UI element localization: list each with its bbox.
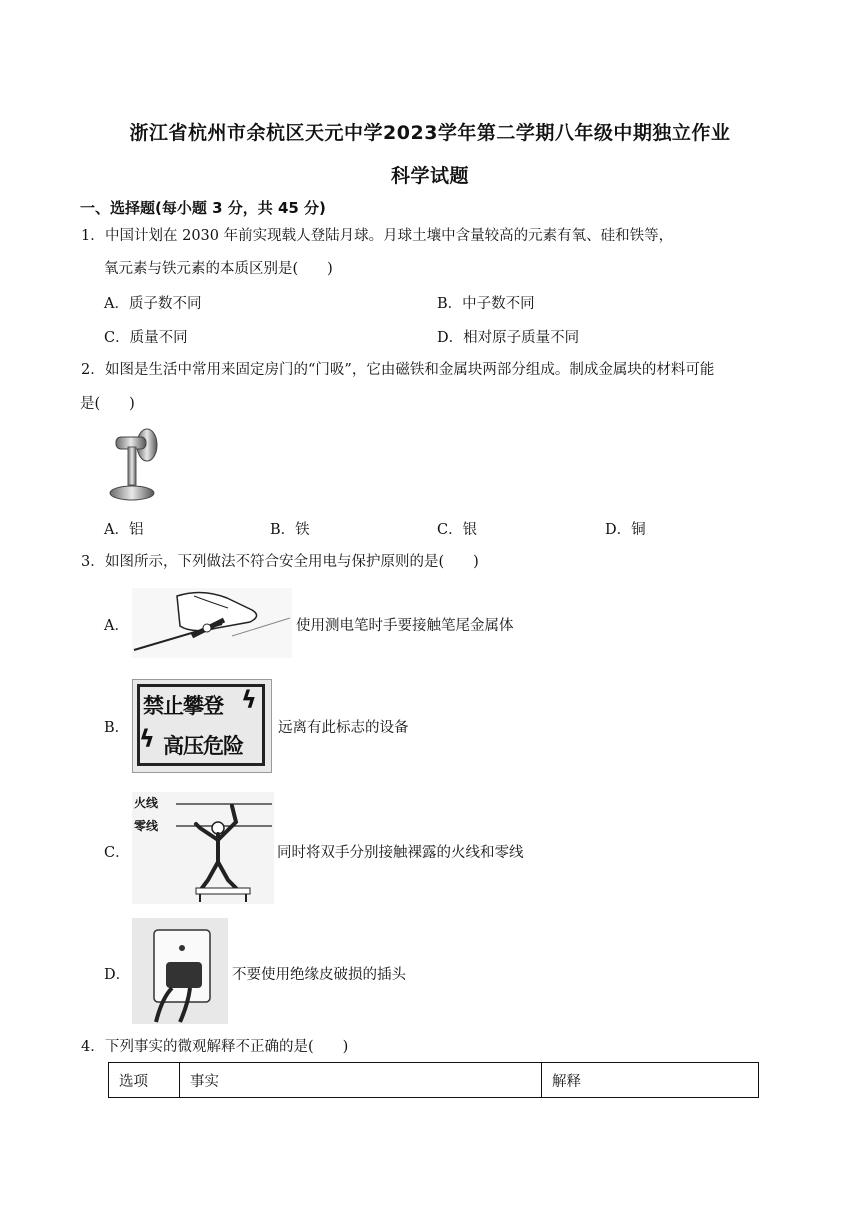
option-d-label: D． — [104, 967, 131, 983]
question-text: 中国计划在 2030 年前实现载人登陆月球。月球土壤中含量较高的元素有氧、硅和铁等， — [105, 228, 674, 244]
question-number: 3． — [81, 554, 105, 570]
question-number: 2． — [81, 362, 105, 378]
fire-wire-label: 火线 — [134, 796, 159, 810]
page-subtitle: 科学试题 — [390, 165, 469, 187]
question-text: 氧元素与铁元素的本质区别是( ) — [104, 261, 333, 277]
question-number: 1． — [81, 228, 105, 244]
question-text: 是( ) — [80, 396, 135, 412]
option-c: C．银 — [437, 522, 478, 538]
lightning-icon: ϟ — [139, 725, 155, 753]
option-a-label: A． — [104, 618, 129, 634]
option-a: A．质子数不同 — [104, 296, 202, 312]
sign-text-bottom: 高压危险 — [163, 734, 243, 758]
question-text: 如图是生活中常用来固定房门的“门吸”，它由磁铁和金属块两部分组成。制成金属块的材料可能 — [105, 362, 715, 378]
question-text: 如图所示，下列做法不符合安全用电与保护原则的是( ) — [105, 554, 479, 570]
option-a: A．铝 — [104, 522, 144, 538]
option-d-text: 不要使用绝缘皮破损的插头 — [232, 967, 406, 983]
option-c: C．质量不同 — [104, 330, 188, 346]
danger-sign-image — [132, 679, 272, 773]
option-b: B．铁 — [270, 522, 310, 538]
table-header-row — [109, 1063, 759, 1098]
option-b-text: 远离有此标志的设备 — [278, 720, 409, 736]
table-header-cell: 解释 — [542, 1063, 759, 1098]
section-heading: 一、选择题(每小题 3 分，共 45 分) — [80, 199, 326, 217]
option-c-text: 同时将双手分别接触裸露的火线和零线 — [277, 845, 524, 861]
table-header-cell: 选项 — [109, 1063, 180, 1098]
lightning-icon: ϟ — [241, 686, 257, 714]
question-number: 4． — [81, 1039, 105, 1055]
option-b-label: B． — [104, 720, 130, 736]
question-text: 下列事实的微观解释不正确的是( ) — [105, 1039, 349, 1055]
neutral-wire-label: 零线 — [134, 819, 159, 833]
option-d: D．相对原子质量不同 — [437, 330, 580, 346]
damaged-plug-image — [132, 918, 228, 1024]
option-c-label: C． — [104, 845, 130, 861]
live-wire-image — [132, 792, 274, 904]
table-header-cell: 事实 — [180, 1063, 542, 1098]
sign-text-top: 禁止攀登 — [143, 694, 223, 718]
option-a-text: 使用测电笔时手要接触笔尾金属体 — [296, 618, 514, 634]
option-d: D．铜 — [605, 522, 646, 538]
facts-table — [108, 1062, 759, 1098]
door-stop-image — [104, 423, 168, 503]
test-pen-image — [132, 588, 292, 658]
page-title: 浙江省杭州市余杭区天元中学2023学年第二学期八年级中期独立作业 — [129, 122, 731, 144]
option-b: B．中子数不同 — [437, 296, 535, 312]
